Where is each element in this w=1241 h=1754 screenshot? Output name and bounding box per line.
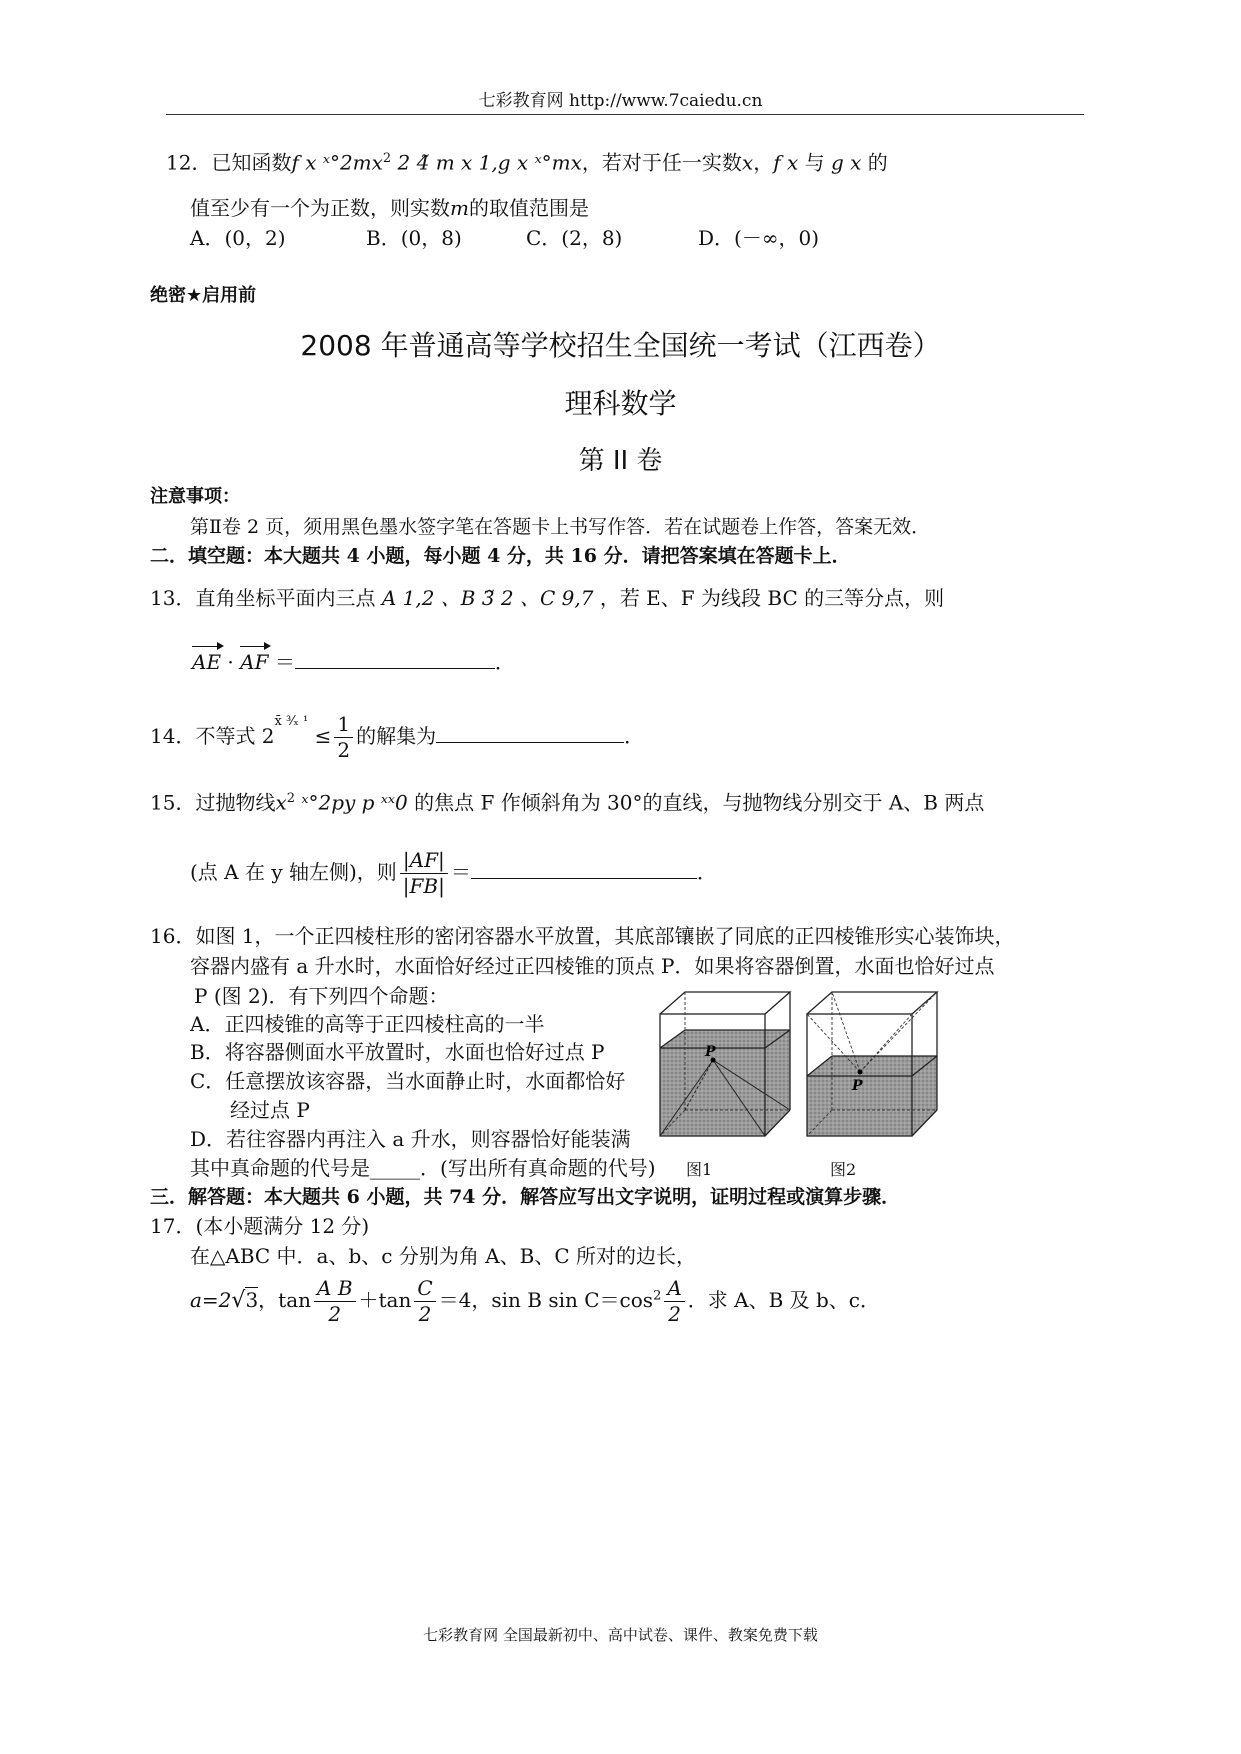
q17-f2-den: 2: [418, 1302, 432, 1326]
q14-tail: 的解集为: [356, 724, 437, 748]
section-2-heading: 二．填空题：本大题共 4 小题，每小题 4 分，共 16 分．请把答案填在答题卡上．: [150, 545, 851, 567]
q15-line2: [190, 848, 717, 899]
q17-fraction-2: [414, 1276, 435, 1327]
q17-a-eq: a=2: [190, 1288, 232, 1312]
q14-le: ≤: [314, 724, 332, 748]
page-title: 2008 年普通高等学校招生全国统一考试（江西卷）: [300, 329, 941, 362]
figure-1: [655, 988, 795, 1164]
q13-vector-ae: AE: [192, 650, 222, 674]
q13-tail: ，若 E、F 为线段 BC 的三等分点，则: [599, 586, 945, 610]
q14-end: ．: [624, 724, 645, 748]
notice-body: 第Ⅱ卷 2 页，须用黑色墨水签字笔在答题卡上书写作答．若在试题卷上作答，答案无效．: [190, 516, 931, 538]
q15-eq-sup: 2: [286, 791, 296, 806]
q16-option-c-cont: 经过点 P: [230, 1098, 310, 1122]
q12-lead: 12．已知函数: [166, 150, 292, 175]
page-footer: 七彩教育网 全国最新初中、高中试卷、课件、教案免费下载: [423, 1626, 818, 1644]
q12-tail: ，若对于任一实数: [581, 150, 742, 175]
q17-fraction-3: [664, 1276, 684, 1327]
figure-2-point-label: P: [852, 1078, 863, 1094]
q15-tail: 的焦点 F 作倾斜角为 30°的直线，与抛物线分别交于 A、B 两点: [414, 790, 985, 815]
q12-line2: [190, 198, 589, 218]
header-rule: [166, 114, 1084, 115]
subject-title: 理科数学: [564, 387, 677, 420]
q12-x: x: [741, 150, 754, 175]
q14-exponent: x̄ ³⁄ₓ ¹: [274, 714, 309, 730]
q15-equals: ＝: [450, 860, 471, 884]
q12-option-c: C．(2，8): [526, 226, 623, 250]
q16-option-a: A．正四棱锥的高等于正四棱柱高的一半: [190, 1012, 545, 1036]
q17-f1-num: A B: [314, 1276, 356, 1302]
q17-line1: 17．(本小题满分 12 分): [150, 1214, 370, 1238]
q15-eq-rest: ˣ°2py p ˣˣ0: [295, 790, 408, 815]
q17-f1-den: 2: [328, 1302, 342, 1326]
q14-lead: 14．不等式 2: [150, 724, 275, 748]
q12-f-rest: 2 4̃ m x 1,: [391, 150, 498, 175]
q15-answer-blank[interactable]: [471, 878, 697, 879]
q12-m: m: [450, 196, 469, 220]
q12-line2-text: 值至少有一个为正数，则实数: [190, 196, 450, 220]
q16-option-b: B．将容器侧面水平放置时，水面也恰好过点 P: [190, 1040, 605, 1064]
q13-lead: 13．直角坐标平面内三点: [150, 586, 376, 610]
q12-gx: g x: [830, 150, 862, 175]
notice-heading: 注意事项：: [150, 486, 240, 507]
q12-option-d: D．(－∞，0): [698, 226, 820, 250]
q17-plus-tan: ＋tan: [358, 1288, 412, 1312]
q13-points: A 1,2 、B 3̃ 2 、C 9,7: [381, 586, 594, 610]
q14-fraction: [334, 712, 353, 763]
figure-1-point-label: P: [705, 1044, 716, 1060]
secret-label: 绝密★启用前: [150, 285, 257, 306]
q12-option-b: B．(0，8): [366, 226, 462, 250]
q13-vector-af: AF: [240, 650, 269, 674]
q13-dot: ·: [227, 650, 234, 674]
q15-denominator: |FB|: [402, 874, 445, 898]
q14-denominator: 2: [337, 738, 351, 762]
q17-f2-num: C: [414, 1276, 435, 1302]
q15-end: ．: [696, 860, 717, 884]
page-header: 七彩教育网 http://www.7caiedu.cn: [478, 91, 763, 111]
figure-1-caption: 图1: [686, 1160, 713, 1179]
q14-numerator: 1: [334, 712, 353, 738]
q14-answer-blank[interactable]: [436, 742, 624, 743]
q16-line2: 容器内盛有 a 升水时，水面恰好经过正四棱锥的顶点 P．如果将容器倒置，水面也恰好过点: [190, 954, 995, 978]
q17-f3-den: 2: [668, 1302, 681, 1326]
q12-de: 的: [867, 150, 888, 175]
q16-option-d: D．若往容器内再注入 a 升水，则容器恰好能装满: [190, 1127, 631, 1151]
q15-lead: 15．过抛物线: [150, 790, 276, 815]
q17-sqrt3: 3: [245, 1288, 259, 1312]
q15-line1: [150, 792, 984, 813]
q15-eq: x: [275, 790, 287, 815]
q17-tan1: ，tan: [258, 1288, 312, 1312]
q17-line2: 在△ABC 中．a、b、c 分别为角 A、B、C 所对的边长，: [190, 1244, 696, 1268]
q17-fraction-1: [314, 1276, 356, 1327]
q16-last-line: 其中真命题的代号是_____．(写出所有真命题的代号): [190, 1156, 656, 1180]
q13-line2: [192, 652, 515, 672]
q17-eq4: ＝4，sin B sin C＝cos: [438, 1288, 654, 1312]
q14-line: [150, 712, 644, 763]
q13-answer-blank[interactable]: [295, 668, 495, 669]
q15-line2-lead: (点 A 在 y 轴左侧)，则: [190, 860, 397, 884]
q12-yu: 与: [804, 150, 825, 175]
q12-f: f x ˣ°2mx: [291, 150, 383, 175]
q13-equals: ＝: [274, 650, 295, 674]
figure-2-caption: 图2: [830, 1160, 857, 1179]
q17-cos-sup: 2: [653, 1288, 662, 1304]
volume-title: 第 II 卷: [578, 446, 663, 476]
q12-fx: f x: [773, 150, 799, 175]
q16-option-c: C．任意摆放该容器，当水面静止时，水面都恰好: [190, 1069, 626, 1093]
q16-line1: 16．如图 1，一个正四棱柱形的密闭容器水平放置，其底部镶嵌了同底的正四棱锥形实心装饰块，: [150, 924, 1015, 948]
q12-line1: 12．已知函数f x $ˣ^\circ 2mx^2$ 2 4̃ m x 1,g x ˣ°mx，若对于任一实数x，f x 与 g x 的: [166, 150, 888, 175]
q13-end: ．: [494, 650, 515, 674]
q17-f3-num: A: [664, 1276, 684, 1302]
q12-g: g x ˣ°mx: [497, 150, 582, 175]
q15-numerator: |AF|: [400, 848, 448, 874]
q13-line1: [150, 588, 944, 608]
q12-f-sup: 2: [382, 151, 392, 166]
q17-line3: a=2√3，tan $\frac{\text{A B}}{2}$ ＋tan $\frac{C}{2}$ ＝4，sin B $\sin C=\cos^2$ $\frac{A}{2}$ ．求 A、B 及 b、c．: [190, 1276, 881, 1326]
figure-2: [802, 988, 942, 1164]
q16-line3: P (图 2)．有下列四个命题：: [194, 984, 449, 1008]
q17-tail: ．求 A、B 及 b、c．: [687, 1288, 881, 1312]
section-3-heading: 三．解答题：本大题共 6 小题，共 74 分．解答应写出文字说明，证明过程或演算步骤．: [150, 1186, 901, 1208]
q15-fraction: [400, 848, 448, 899]
q12-option-a: A．(0，2): [190, 226, 286, 250]
q12-line2-tail: 的取值范围是: [468, 196, 589, 220]
